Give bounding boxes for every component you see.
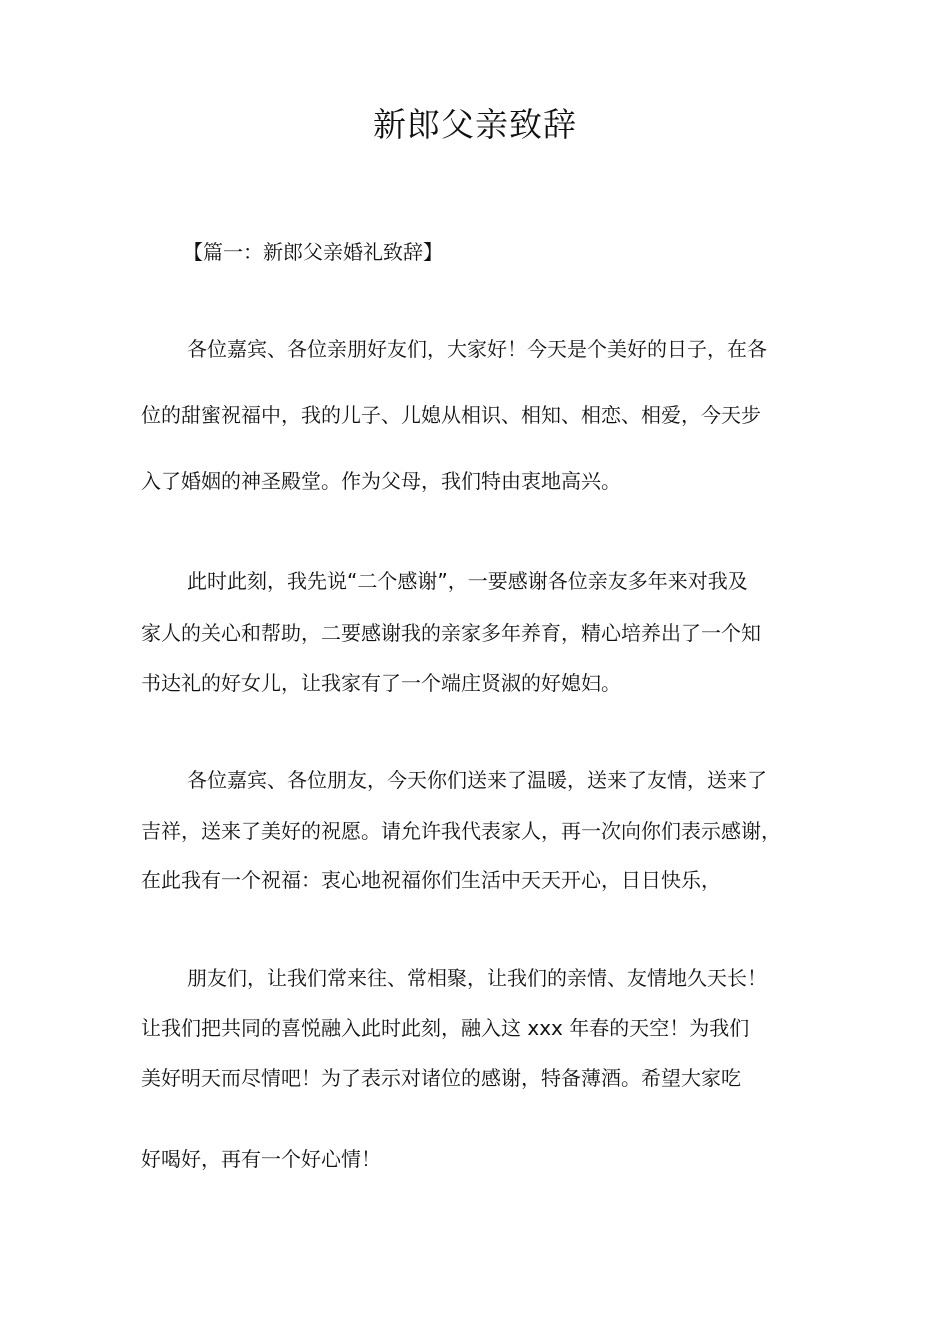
paragraph-4-line-2: 让我们把共同的喜悦融入此时此刻，融入这 xxx 年春的天空！为我们 xyxy=(141,1016,750,1040)
paragraph-1-line-3: 入了婚姻的神圣殿堂。作为父母，我们特由衷地高兴。 xyxy=(141,469,621,493)
paragraph-4-line-4: 好喝好，再有一个好心情！ xyxy=(141,1147,381,1171)
paragraph-3-line-2: 吉祥，送来了美好的祝愿。请允许我代表家人，再一次向你们表示感谢， xyxy=(141,819,781,843)
paragraph-3-line-1: 各位嘉宾、各位朋友，今天你们送来了温暖，送来了友情，送来了 xyxy=(187,768,767,792)
document-title: 新郎父亲致辞 xyxy=(373,105,577,144)
paragraph-4-line-1: 朋友们，让我们常来往、常相聚，让我们的亲情、友情地久天长！ xyxy=(187,966,767,990)
paragraph-2-line-2: 家人的关心和帮助，二要感谢我的亲家多年养育，精心培养出了一个知 xyxy=(141,621,761,645)
paragraph-3-line-3: 在此我有一个祝福：衷心地祝福你们生活中天天开心，日日快乐， xyxy=(141,868,721,892)
paragraph-4-line-3: 美好明天而尽情吧！为了表示对诸位的感谢，特备薄酒。希望大家吃 xyxy=(141,1066,741,1090)
section-heading: 【篇一：新郎父亲婚礼致辞】 xyxy=(183,240,443,264)
paragraph-1-line-1: 各位嘉宾、各位亲朋好友们，大家好！今天是个美好的日子，在各 xyxy=(187,337,767,361)
paragraph-2-line-1: 此时此刻，我先说“二个感谢”，一要感谢各位亲友多年来对我及 xyxy=(187,569,748,593)
paragraph-2-line-3: 书达礼的好女儿，让我家有了一个端庄贤淑的好媳妇。 xyxy=(141,671,621,695)
paragraph-1-line-2: 位的甜蜜祝福中，我的儿子、儿媳从相识、相知、相恋、相爱，今天步 xyxy=(141,403,761,427)
